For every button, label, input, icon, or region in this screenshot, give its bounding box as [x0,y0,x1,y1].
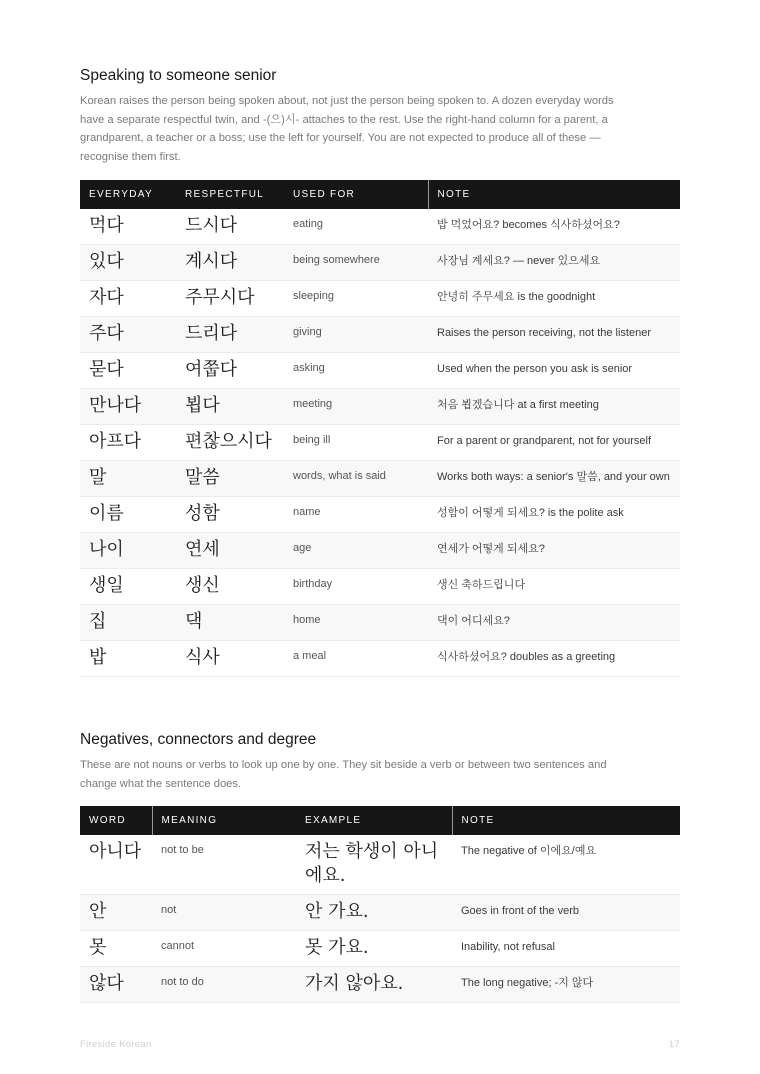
note-text: Raises the person receiving, not the listener [437,327,652,339]
example-text: 못 가요. [305,937,369,958]
everyday-word: 있다 [89,251,124,272]
table-row [80,317,680,353]
word-text: 안 [89,901,107,922]
everyday-word: 밥 [89,647,107,668]
section-title-honorifics: Speaking to someone senior [80,67,277,84]
everyday-word: 자다 [89,287,124,308]
note-text: The long negative; -지 않다 [461,977,594,989]
column-header-used-for: USED FOR [284,180,428,209]
note-text: Works both ways: a senior's 말씀, and your own [437,471,670,483]
column-header-example: EXAMPLE [296,806,452,835]
used-for-text: meeting [293,398,333,410]
meaning-text: not to be [161,844,204,856]
note-text: 생신 축하드립니다 [437,579,526,591]
section-intro-honorifics: Korean raises the person being spoken about, not just the person being spoken to. A dozen everyday words have a separate respectful twin, and -(으)시- attaches to the rest. Use the right-hand column for a parent, a grandparent, a teacher or a boss; use the left for yourself. You are not expected to produce all of these — recognise them first. [80,95,614,164]
respectful-word: 식사 [185,647,220,668]
table-header-row [80,180,680,209]
everyday-word: 먹다 [89,215,124,236]
meaning-text: not [161,904,177,916]
table-row [80,209,680,245]
meaning-text: not to do [161,976,204,988]
table-row [80,245,680,281]
everyday-word: 만나다 [89,395,142,416]
table-row [80,461,680,497]
table-row [80,967,680,1003]
footer-book-title: Fireside Korean [80,1039,152,1050]
column-header-note: NOTE [452,806,680,835]
note-text: 식사하셨어요? doubles as a greeting [437,651,616,663]
note-text: 안녕히 주무세요 is the goodnight [437,291,596,303]
everyday-word: 생일 [89,575,124,596]
table-row [80,425,680,461]
note-text: 사장님 계세요? — never 있으세요 [437,255,601,267]
table-row [80,931,680,967]
example-text: 안 가요. [305,901,369,922]
word-text: 않다 [89,973,124,994]
everyday-word: 집 [89,611,107,632]
used-for-text: being somewhere [293,254,380,266]
column-header-respectful: RESPECTFUL [176,180,284,209]
everyday-word: 나이 [89,539,124,560]
used-for-text: birthday [293,578,333,590]
note-text: The negative of 이에요/예요 [461,845,597,857]
everyday-word: 이름 [89,503,124,524]
used-for-text: sleeping [293,290,334,302]
table-row [80,353,680,389]
table-row [80,895,680,931]
note-text: Inability, not refusal [461,941,555,953]
respectful-word: 드시다 [185,215,238,236]
table-row [80,533,680,569]
word-text: 못 [89,937,107,958]
respectful-word: 성함 [185,503,220,524]
used-for-text: name [293,506,321,518]
note-text: 성함이 어떻게 되세요? is the polite ask [437,507,624,519]
used-for-text: a meal [293,650,327,662]
everyday-word: 주다 [89,323,124,344]
column-header-word: WORD [80,806,152,835]
section-intro-negatives: These are not nouns or verbs to look up one by one. They sit beside a verb or between two sentences and change what the sentence does. [80,759,607,790]
table-row [80,497,680,533]
used-for-text: age [293,542,312,554]
respectful-word: 계시다 [185,251,238,272]
note-text: 처음 뵙겠습니다 at a first meeting [437,399,599,411]
used-for-text: home [293,614,321,626]
negatives-table-body [80,835,680,1003]
note-text: Used when the person you ask is senior [437,363,633,375]
respectful-word: 댁 [185,611,203,632]
respectful-word: 편찮으시다 [185,431,272,452]
everyday-word: 아프다 [89,431,142,452]
page-number: 17 [668,1039,680,1050]
used-for-text: giving [293,326,322,338]
negatives-table [80,806,680,1003]
table-row [80,389,680,425]
table-row [80,835,680,895]
honorifics-table-body [80,209,680,677]
table-row [80,605,680,641]
table-header-row [80,806,680,835]
used-for-text: eating [293,218,323,230]
note-text: 밥 먹었어요? becomes 식사하셨어요? [437,219,620,231]
table-row [80,569,680,605]
note-text: For a parent or grandparent, not for yourself [437,435,652,447]
note-text: 댁이 어디세요? [437,615,510,627]
table-row [80,641,680,677]
respectful-word: 여쭙다 [185,359,238,380]
table-row [80,281,680,317]
used-for-text: asking [293,362,325,374]
respectful-word: 주무시다 [185,287,255,308]
respectful-word: 뵙다 [185,395,220,416]
word-text: 아니다 [89,841,142,862]
used-for-text: words, what is said [293,470,386,482]
column-header-everyday: EVERYDAY [80,180,176,209]
everyday-word: 말 [89,467,107,488]
honorifics-table [80,180,680,677]
note-text: Goes in front of the verb [461,905,580,917]
respectful-word: 말씀 [185,467,220,488]
example-text: 저는 학생이 아니에요. [305,841,439,886]
column-header-meaning: MEANING [152,806,296,835]
column-header-note: NOTE [428,180,680,209]
respectful-word: 연세 [185,539,220,560]
used-for-text: being ill [293,434,331,446]
meaning-text: cannot [161,940,195,952]
note-text: 연세가 어떻게 되세요? [437,543,545,555]
example-text: 가지 않아요. [305,973,404,994]
section-title-negatives: Negatives, connectors and degree [80,731,317,748]
everyday-word: 묻다 [89,359,124,380]
respectful-word: 드리다 [185,323,238,344]
respectful-word: 생신 [185,575,220,596]
